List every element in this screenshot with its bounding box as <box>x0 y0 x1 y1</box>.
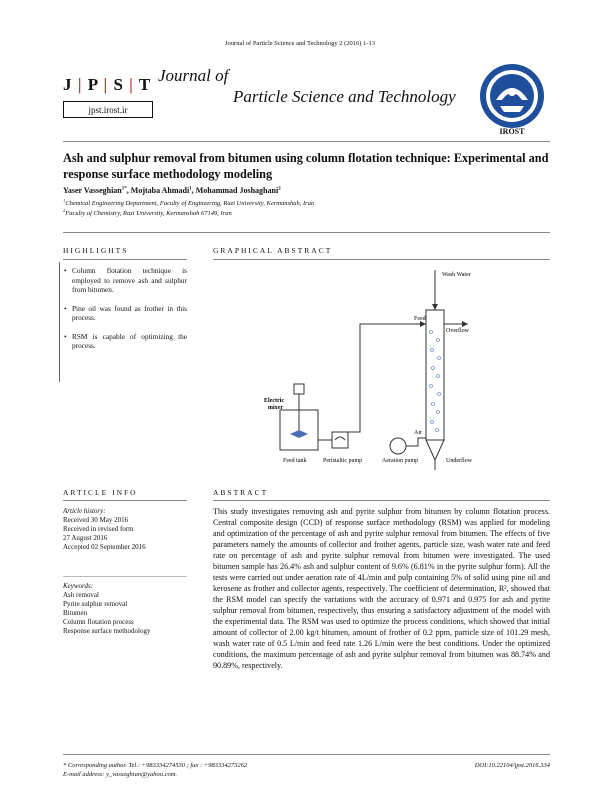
graphical-abstract-heading: GRAPHICAL ABSTRACT <box>213 246 333 255</box>
logo-separator: | <box>129 75 134 94</box>
feed-label: Feed <box>414 316 426 322</box>
email-address[interactable]: E-mail address: y_vasseghian@yahoo.com. <box>63 770 178 778</box>
keywords-block <box>63 582 150 636</box>
irost-logo <box>478 62 546 130</box>
history-line: 27 August 2016 <box>63 534 108 542</box>
footer-contact <box>63 762 247 779</box>
doi[interactable]: DOI:10.22104/jpst.2016.334 <box>474 762 550 769</box>
arrow-icon <box>462 321 468 327</box>
feed-tank-label: Feed tank <box>283 458 307 464</box>
mixer-motor <box>294 384 304 394</box>
logo-letter-p: P <box>87 75 99 94</box>
feed-line <box>348 324 426 432</box>
highlight-item: • Pine oil was found as frother in this process. <box>63 304 187 323</box>
article-title: Ash and sulphur removal from bitumen using column flotation technique: Experimental and response surface methodology modeling <box>63 151 549 181</box>
electric-mixer-label: mixer <box>268 405 283 411</box>
author-name: Yaser Vasseghian <box>63 186 122 195</box>
author-name: Mojtaba Ahmadi <box>130 186 190 195</box>
aeration-pump <box>390 438 406 454</box>
highlight-item: • Column flotation technique is employed to remove ash and sulphur from bitumen. <box>63 266 187 295</box>
logo-separator: | <box>77 75 83 94</box>
logo-letter-s: S <box>113 75 124 94</box>
air-label: Air <box>414 430 422 436</box>
jpst-logo <box>63 75 151 95</box>
affiliation-text: Faculty of Chemistry, Razi University, Kermanshah 67149, Iran <box>65 210 232 218</box>
journal-name-line1: Journal of <box>158 66 229 85</box>
arrow-icon <box>432 304 438 310</box>
history-line: Received 30 May 2016 <box>63 516 129 524</box>
keywords-rule <box>63 576 187 577</box>
underflow-label: Underflow <box>446 458 472 464</box>
journal-url[interactable]: jpst.irost.ir <box>63 101 153 118</box>
keyword: Bitumen <box>63 609 88 617</box>
history-label: Article history: <box>63 507 106 515</box>
running-head: Journal of Particle Science and Technology 2 (2016) 1-13 <box>225 40 375 47</box>
logo-separator: | <box>103 75 109 94</box>
affil-mark: 1 <box>63 198 66 203</box>
affiliation <box>63 198 314 207</box>
author-affil-mark: 2 <box>278 186 281 192</box>
highlights-list <box>63 266 187 360</box>
footer-divider <box>63 754 550 755</box>
author-affil-mark: 1* <box>121 186 127 192</box>
keyword: Pyrite sulphur removal <box>63 600 128 608</box>
abstract-heading: ABSTRACT <box>213 488 269 497</box>
highlights-side-line <box>59 262 60 382</box>
affiliation <box>63 208 232 217</box>
abstract-body: This study investigates removing ash and pyrite sulphur from bitumen by column flotation process. Central composite design (CCD) of response surface methodology (RSM) was applied for modeling and optimization of the percentage of ash and pyrite sulphur removal from bitumen. The effects of five parameters namely the amounts of collector and frother agents, particle size, wash water rate and feed rate on percentage of ash and pyrite sulphur removal from bitumen were investigated. The used bitumen sample has 26.4% ash and sulphur content of 9.6% (6.81% in the pyrite sulphur form). All the tests were carried out under aeration rate of 4L/min and pulp containing 5% of solid using pine oil and kerosene as frother and collector agents, respectively. The coefficient of determination, R², showed that the RSM model can specify the variations with the accuracy of 0.971 and 0.975 for ash and pyrite sulphur removal from bitumen, respectively, thus ensuring a satisfactory adjustment of the model with the experimental data. The RSM was used to optimize the process conditions, which showed that initial amount of collector of 2.00 kg/t bitumen, amount of frother of 0.2 ppm, particle size of 101.29 mesh, wash water rate of 0.5 L/min and feed rate 1.26 L/min were the best conditions. Under the optimized conditions, the maximum percentage of ash and pyrite sulphur removal from bitumen was 88.74% and 90.89%, respectively. <box>213 507 550 670</box>
affil-mark: 2 <box>63 208 66 213</box>
column-cone <box>426 440 444 460</box>
peristaltic-pump <box>332 432 348 448</box>
keyword: Response surface methodology <box>63 627 151 635</box>
history-line: Received in revised form <box>63 525 134 533</box>
title-divider <box>63 232 550 233</box>
header-divider <box>63 141 550 142</box>
affiliation-text: Chemical Engineering Department, Faculty of Engineering, Razi University, Kermanshah, Iran <box>65 200 315 208</box>
keyword: Ash removal <box>63 591 99 599</box>
keyword: Column flotation process <box>63 618 134 626</box>
overflow-label: Overflow <box>446 328 469 334</box>
electric-mixer-label: Electric <box>264 398 284 404</box>
history-line: Accepted 02 September 2016 <box>63 543 146 551</box>
journal-name-line2: Particle Science and Technology <box>233 87 456 106</box>
publisher-name: IROST <box>499 127 525 136</box>
corresponding-author: * Corresponding author. Tel.: +983334274530 ; fax : +983334273262 <box>63 762 248 769</box>
logo-letter-t: T <box>138 75 152 94</box>
wash-water-label: Wash Water <box>442 272 471 278</box>
article-info-rule <box>63 500 187 501</box>
logo-letter-j: J <box>63 75 73 94</box>
abstract-rule <box>213 500 550 501</box>
author-list: Yaser Vasseghian$^{1*}$, Mojtaba Ahmadi$^1$, Mohammad Joshaghani$^2$ <box>63 186 281 195</box>
peristaltic-pump-label: Peristaltic pump <box>323 458 363 464</box>
article-history <box>63 507 146 552</box>
author-affil-mark: 1 <box>189 186 192 192</box>
article-info-heading: ARTICLE INFO <box>63 488 138 497</box>
air-line <box>406 438 426 446</box>
aeration-pump-label: Aeration pump <box>382 458 419 464</box>
flotation-column <box>426 310 444 440</box>
flotation-diagram <box>250 262 520 482</box>
highlight-item: • RSM is capable of optimizing the process. <box>63 332 187 351</box>
highlights-heading: HIGHLIGHTS <box>63 246 129 255</box>
author-name: Mohammad Joshaghani <box>195 186 279 195</box>
graphical-abstract-rule <box>213 259 550 260</box>
keywords-label: Keywords: <box>63 582 94 590</box>
highlights-rule <box>63 259 187 260</box>
